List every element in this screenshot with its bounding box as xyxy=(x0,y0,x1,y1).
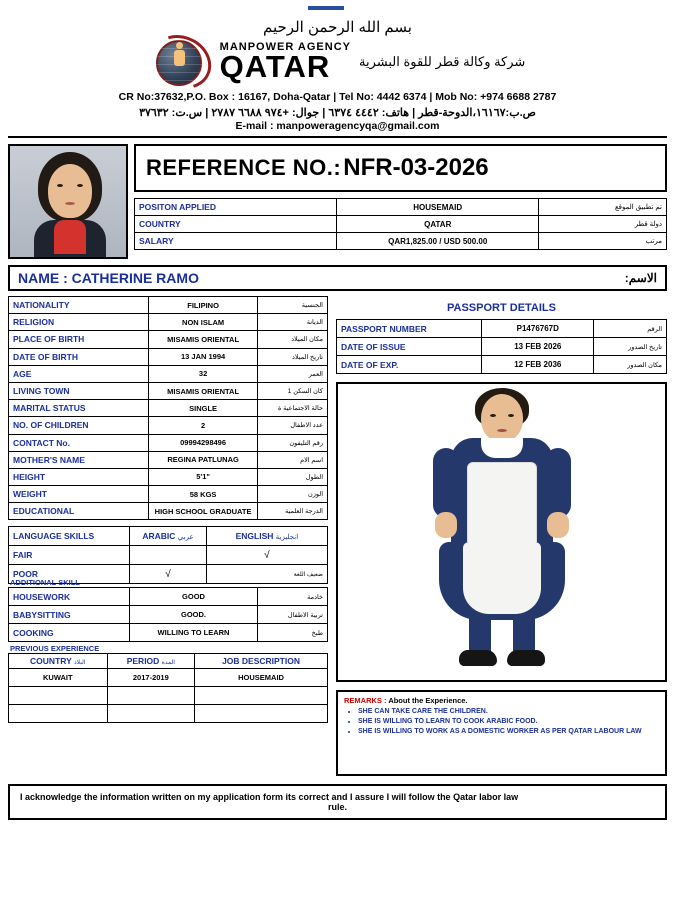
experience-country-2 xyxy=(9,705,108,723)
language-fair-key: FAIR xyxy=(9,546,130,565)
marital-status-value: SINGLE xyxy=(149,400,257,417)
email-line: E-mail : manpoweragencyqa@gmail.com xyxy=(235,120,440,132)
table-row xyxy=(9,400,328,417)
mother-name-value: REGINA PATLUNAG xyxy=(149,451,257,468)
agency-name-line2: QATAR xyxy=(219,49,331,84)
experience-period-1 xyxy=(107,687,194,705)
language-skills-table xyxy=(8,526,328,584)
experience-job-2 xyxy=(195,705,328,723)
table-row xyxy=(135,199,667,216)
language-english-column-header xyxy=(206,527,327,546)
language-fair-english-mark: √ xyxy=(206,546,327,565)
reference-and-position xyxy=(134,144,667,259)
children-value: 2 xyxy=(149,417,257,434)
bio-data-table xyxy=(8,296,328,520)
table-row xyxy=(9,588,328,606)
acknowledgement-line1: I acknowledge the information written on my application form its correct and I assure I will follow the Qatar labor law xyxy=(20,792,519,802)
applicant-name: NAME : CATHERINE RAMO xyxy=(18,270,199,286)
nationality-arabic: الجنسية xyxy=(257,297,327,314)
country-key: COUNTRY xyxy=(135,216,337,233)
applicant-name-arabic-label: الاسم: xyxy=(624,271,657,285)
religion-value: NON ISLAM xyxy=(149,314,257,331)
experience-period-header xyxy=(107,654,194,669)
housework-arabic: خادمة xyxy=(257,588,327,606)
height-arabic: الطول xyxy=(257,468,327,485)
position-applied-value: HOUSEMAID xyxy=(337,199,539,216)
language-arabic-label-ar: عربي xyxy=(177,534,194,542)
table-row xyxy=(9,434,328,451)
place-of-birth-arabic: مكان الميلاد xyxy=(257,331,327,348)
date-of-birth-arabic: تاريخ الميلاد xyxy=(257,348,327,365)
age-arabic: العمر xyxy=(257,365,327,382)
country-value: QATAR xyxy=(337,216,539,233)
position-applied-arabic: تم تطبيق الموقع xyxy=(539,199,667,216)
table-row xyxy=(9,503,328,520)
remarks-title-label: REMARKS : xyxy=(344,696,387,705)
marital-status-arabic: حالة الاجتماعية ة xyxy=(257,400,327,417)
table-row xyxy=(337,338,667,356)
main-content xyxy=(8,296,667,776)
religion-key: RELIGION xyxy=(9,314,149,331)
position-applied-table xyxy=(134,198,667,250)
list-item: • SHE IS WILLING TO WORK AS A DOMESTIC WORKER AS PER QATAR LABOUR LAW xyxy=(358,727,659,737)
logo-row xyxy=(8,36,667,88)
table-row xyxy=(9,382,328,399)
table-row xyxy=(337,356,667,374)
educational-value: HIGH SCHOOL GRADUATE xyxy=(149,503,257,520)
cooking-arabic: طبخ xyxy=(257,624,327,642)
passport-details-title: PASSPORT DETAILS xyxy=(447,302,556,314)
right-column xyxy=(336,296,667,776)
top-blue-mark xyxy=(308,6,344,10)
passport-issue-value: 13 FEB 2026 xyxy=(482,338,594,356)
passport-number-arabic: الرقم xyxy=(594,320,667,338)
language-english-label-ar: انجليزية xyxy=(275,534,299,542)
table-header-row xyxy=(9,654,328,669)
passport-number-value: P1476767D xyxy=(482,320,594,338)
housework-value: GOOD xyxy=(130,588,258,606)
applicant-name-bar xyxy=(8,265,667,291)
reference-label: REFERENCE NO.: xyxy=(146,155,342,180)
passport-exp-value: 12 FEB 2036 xyxy=(482,356,594,374)
applicant-full-body-photo xyxy=(336,382,667,682)
table-row xyxy=(135,233,667,250)
babysitting-value: GOOD. xyxy=(130,606,258,624)
height-value: 5'1" xyxy=(149,468,257,485)
passport-number-key: PASSPORT NUMBER xyxy=(337,320,482,338)
left-column xyxy=(8,296,328,723)
living-town-key: LIVING TOWN xyxy=(9,382,149,399)
table-row xyxy=(9,468,328,485)
reference-row xyxy=(8,144,667,259)
globe-logo-icon xyxy=(150,36,212,88)
language-english-label: ENGLISH xyxy=(235,531,274,542)
country-arabic: دولة قطر xyxy=(539,216,667,233)
weight-arabic: الوزن xyxy=(257,486,327,503)
header-divider xyxy=(8,136,667,138)
age-value: 32 xyxy=(149,365,257,382)
educational-key: EDUCATIONAL xyxy=(9,503,149,520)
language-poor-key: POOR xyxy=(9,565,130,584)
experience-period-0: 2017-2019 xyxy=(107,669,194,687)
cooking-key: COOKING xyxy=(9,624,130,642)
language-arabic-column-header xyxy=(130,527,207,546)
table-row xyxy=(9,417,328,434)
mother-name-arabic: اسم الام xyxy=(257,451,327,468)
document-header xyxy=(8,14,667,138)
table-row xyxy=(9,546,328,565)
table-row xyxy=(9,486,328,503)
list-item: • SHE IS WILLING TO LEARN TO COOK ARABIC FOOD. xyxy=(358,717,659,727)
table-row xyxy=(9,669,328,687)
table-row xyxy=(9,348,328,365)
language-fair-arabic-mark xyxy=(130,546,207,565)
nationality-key: NATIONALITY xyxy=(9,297,149,314)
table-row xyxy=(9,606,328,624)
bismillah-text: بسم الله الرحمن الرحيم xyxy=(263,19,412,36)
table-row xyxy=(337,320,667,338)
experience-period-2 xyxy=(107,705,194,723)
contact-line-english: CR No:37632,P.O. Box : 16167, Doha-Qatar | Tel No: 4442 6374 | Mob No: +974 6688 2787 xyxy=(118,91,557,103)
table-row xyxy=(9,365,328,382)
contact-arabic: رقم التليفون xyxy=(257,434,327,451)
list-item: • SHE CAN TAKE CARE THE CHILDREN. xyxy=(358,707,659,717)
contact-value: 09994298496 xyxy=(149,434,257,451)
age-key: AGE xyxy=(9,365,149,382)
reference-value: NFR-03-2026 xyxy=(343,154,489,181)
weight-value: 58 KGS xyxy=(149,486,257,503)
salary-value: QAR1,825.00 / USD 500.00 xyxy=(337,233,539,250)
mother-name-key: MOTHER'S NAME xyxy=(9,451,149,468)
language-arabic-label: ARABIC xyxy=(142,531,176,542)
top-strip xyxy=(8,6,667,14)
table-row xyxy=(9,314,328,331)
babysitting-arabic: تربية الاطفال xyxy=(257,606,327,624)
additional-skill-header: ADDITIONAL SKILL xyxy=(10,578,80,588)
contact-key: CONTACT No. xyxy=(9,434,149,451)
height-key: HEIGHT xyxy=(9,468,149,485)
educational-arabic: الدرجة العلمية xyxy=(257,503,327,520)
language-poor-arabic-label: ضعيف اللغة xyxy=(206,565,327,584)
table-row xyxy=(9,297,328,314)
experience-country-arabic: البلاد xyxy=(73,660,86,667)
table-row xyxy=(9,331,328,348)
date-of-birth-key: DATE OF BIRTH xyxy=(9,348,149,365)
experience-country-1 xyxy=(9,687,108,705)
children-key: NO. OF CHILDREN xyxy=(9,417,149,434)
experience-job-1 xyxy=(195,687,328,705)
date-of-birth-value: 13 JAN 1994 xyxy=(149,348,257,365)
previous-experience-header: PREVIOUS EXPERIENCE xyxy=(10,644,100,654)
babysitting-key: BABYSITTING xyxy=(9,606,130,624)
contact-line-arabic: ص.ب:١٦١٦٧،الدوحة-قطر | هاتف: ٤٤٤٢ ٦٣٧٤ | جوال: +٩٧٤ ٦٦٨٨ ٢٧٨٧ | س.ت: ٣٧٦٣٢ xyxy=(139,107,536,119)
weight-key: WEIGHT xyxy=(9,486,149,503)
remarks-subtitle: About the Experience. xyxy=(388,696,468,705)
salary-arabic: مرتب xyxy=(539,233,667,250)
experience-period-arabic: المدة xyxy=(161,660,175,667)
passport-details-table xyxy=(336,319,667,374)
experience-country-label: COUNTRY xyxy=(30,656,72,667)
language-poor-arabic-mark: √ xyxy=(130,565,207,584)
table-row xyxy=(135,216,667,233)
place-of-birth-value: MISAMIS ORIENTAL xyxy=(149,331,257,348)
religion-arabic: الديانة xyxy=(257,314,327,331)
living-town-value: MISAMIS ORIENTAL xyxy=(149,382,257,399)
acknowledgement-box xyxy=(8,784,667,820)
remarks-box xyxy=(336,690,667,776)
cooking-value: WILLING TO LEARN xyxy=(130,624,258,642)
experience-table xyxy=(8,653,328,723)
passport-issue-arabic: تاريخ الصدور xyxy=(594,338,667,356)
place-of-birth-key: PLACE OF BIRTH xyxy=(9,331,149,348)
experience-country-0: KUWAIT xyxy=(9,669,108,687)
agency-name-arabic: شركة وكالة قطر للقوة البشرية xyxy=(359,54,526,69)
passport-issue-key: DATE OF ISSUE xyxy=(337,338,482,356)
applicant-portrait-photo xyxy=(8,144,128,259)
experience-period-label: PERIOD xyxy=(126,656,160,667)
experience-job-header: JOB DESCRIPTION xyxy=(195,654,328,669)
additional-skill-table xyxy=(8,587,328,642)
table-row xyxy=(9,687,328,705)
salary-key: SALARY xyxy=(135,233,337,250)
table-row xyxy=(9,451,328,468)
nationality-value: FILIPINO xyxy=(149,297,257,314)
marital-status-key: MARITAL STATUS xyxy=(9,400,149,417)
children-arabic: عدد الاطفال xyxy=(257,417,327,434)
table-row xyxy=(9,705,328,723)
table-row xyxy=(9,624,328,642)
remarks-list xyxy=(344,707,659,737)
housework-key: HOUSEWORK xyxy=(9,588,130,606)
passport-exp-arabic: مكان الصدور xyxy=(594,356,667,374)
position-applied-key: POSITON APPLIED xyxy=(135,199,337,216)
experience-country-header xyxy=(9,654,108,669)
agency-name-line1: MANPOWER AGENCY xyxy=(219,41,351,53)
remarks-title xyxy=(344,696,659,705)
acknowledgement-line2: rule. xyxy=(327,802,347,812)
table-row xyxy=(9,527,328,546)
language-skills-header: LANGUAGE SKILLS xyxy=(9,527,130,546)
reference-number-box xyxy=(134,144,667,192)
passport-exp-key: DATE OF EXP. xyxy=(337,356,482,374)
agency-name xyxy=(220,42,351,82)
experience-job-0: HOUSEMAID xyxy=(195,669,328,687)
living-town-arabic: كان السكن 1 xyxy=(257,382,327,399)
